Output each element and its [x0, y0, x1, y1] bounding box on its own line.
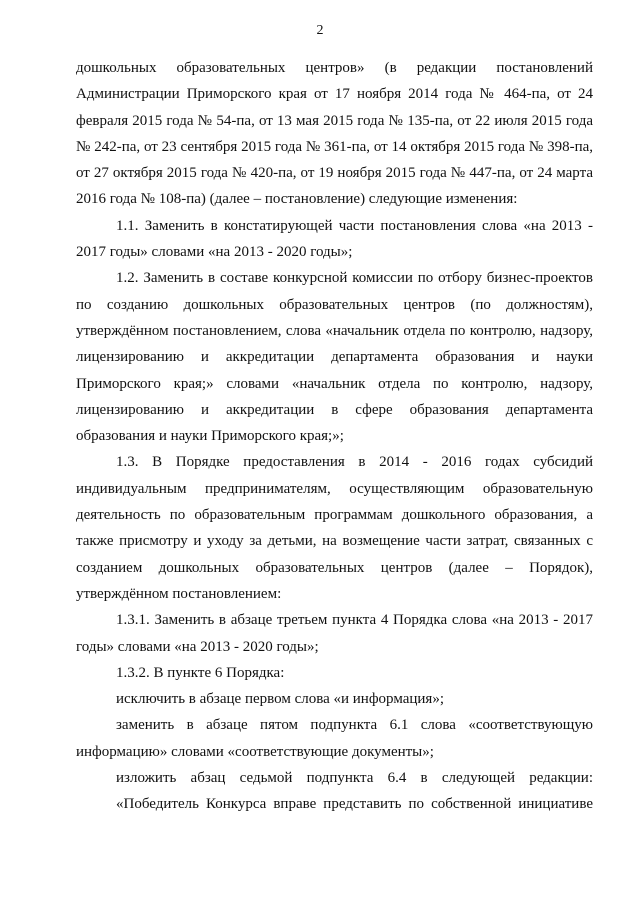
paragraph-1-3-1: 1.3.1. Заменить в абзаце третьем пункта 4 Порядка слова «на 2013 - 2017 годы» словами «на 2013 - 2020 годы»;: [76, 612, 593, 655]
paragraph-exclude: исключить в абзаце первом слова «и информация»;: [116, 691, 445, 708]
paragraph-1-3-2: 1.3.2. В пункте 6 Порядка:: [116, 664, 285, 681]
paragraph-1-1: 1.1. Заменить в констатирующей части постановления слова «на 2013 - 2017 годы» словами «на 2013 - 2020 годы»;: [76, 217, 593, 261]
paragraph-1-2: 1.2. Заменить в составе конкурсной комиссии по отбору бизнес-проектов по созданию дошкольных образовательных центров (по должностям), утверждённом постановлением, слова «начальник отдела по контролю, надзору, лицензированию и аккредитации департамента образования и науки Приморского края;» словами «начальник отдела по контролю, надзору, лицензированию и аккредитации в сфере образования департамента образования и науки Приморского края;»;: [76, 270, 593, 445]
document-body: [76, 55, 593, 818]
paragraph-restate: изложить абзац седьмой подпункта 6.4 в следующей редакции:: [116, 770, 593, 787]
paragraph-1-3: 1.3. В Порядке предоставления в 2014 - 2016 годах субсидий индивидуальным предпринимателям, осуществляющим образовательную деятельность по образовательным программам дошкольного образования, а также присмотру и уходу за детьми, на возмещение части затрат, связанных с созданием дошкольных образовательных центров (далее – Порядок), утверждённом постановлением:: [76, 454, 593, 602]
paragraph-intro-continuation: дошкольных образовательных центров» (в редакции постановлений Администрации Приморского края от 17 ноября 2014 года № 464-па, от 24 февраля 2015 года № 54-па, от 13 мая 2015 года № 135-па, от 22 июля 2015 года № 242-па, от 23 сентября 2015 года № 361-па, от 14 октября 2015 года № 398-па, от 27 октября 2015 года № 420-па, от 19 ноября 2015 года № 447-па, от 24 марта 2016 года № 108-па) (далее – постановление) следующие изменения:: [76, 60, 593, 208]
page-number: 2: [316, 23, 324, 38]
paragraph-quote-start: «Победитель Конкурса вправе представить по собственной инициативе: [116, 796, 593, 813]
paragraph-replace: заменить в абзаце пятом подпункта 6.1 слова «соответствующую информацию» словами «соответствующие документы»;: [76, 717, 593, 760]
